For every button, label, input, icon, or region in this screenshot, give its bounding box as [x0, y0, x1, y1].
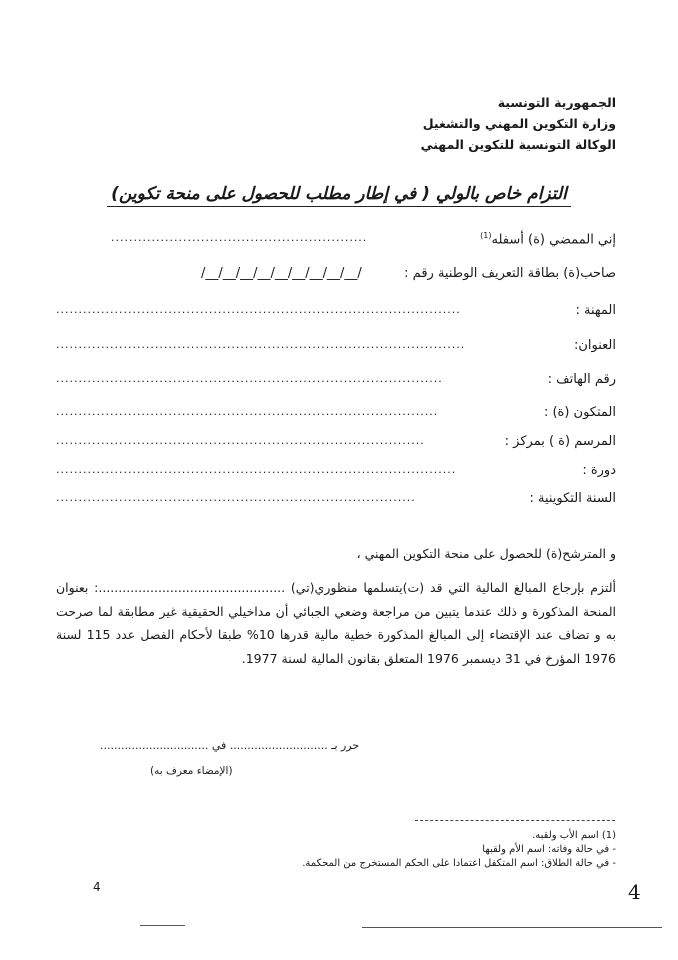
phone-field	[56, 372, 616, 392]
document-title: التزام خاص بالولي ( في إطار مطلب للحصول على منحة تكوين)	[0, 184, 678, 204]
header-agency: الوكالة التونسية للتكوين المهني	[420, 137, 616, 152]
handwritten-page-number: 4	[628, 880, 641, 904]
page-number: 4	[93, 880, 101, 894]
phone-label: رقم الهاتف :	[547, 372, 616, 387]
profession-dots: ..........................................................................................	[56, 303, 461, 316]
footnote-line-2: - في حالة وفاته: اسم الأم ولقبها	[482, 844, 616, 855]
phone-dots: ......................................................................................	[56, 372, 443, 385]
address-dots: ...........................................................................................	[56, 338, 466, 351]
center-dots: ..................................................................................	[56, 434, 425, 447]
footnote-divider	[415, 820, 615, 821]
center-field	[56, 434, 616, 454]
candidate-line: و المترشح(ة) للحصول على منحة التكوين المهني ،	[356, 546, 616, 561]
trainee-dots: .....................................................................................	[56, 405, 439, 418]
profession-field	[56, 303, 616, 323]
year-field	[56, 491, 616, 511]
footnote-line-1: (1) اسم الأب ولقبه.	[532, 830, 616, 841]
bottom-line-left	[140, 925, 185, 926]
year-dots: ................................................................................	[56, 491, 416, 504]
signer-field	[56, 231, 616, 251]
address-label: العنوان:	[573, 338, 616, 353]
signature-caption: (الإمضاء معرف به)	[150, 765, 233, 777]
trainee-field	[56, 405, 616, 425]
session-field	[56, 463, 616, 483]
session-label: دورة :	[582, 463, 616, 478]
bottom-line-right	[362, 927, 662, 928]
header-ministry: وزارة التكوين المهني والتشغيل	[422, 116, 616, 131]
session-dots: .........................................................................................	[56, 463, 457, 476]
id-card-label: صاحب(ة) بطاقة التعريف الوطنية رقم :	[404, 266, 616, 281]
header-republic: الجمهورية التونسية	[497, 95, 616, 110]
year-label: السنة التكوينية :	[529, 491, 616, 506]
signer-label: إني الممضي (ة) أسفله$^{(1)}$	[480, 231, 616, 248]
footnote-line-3: - في حالة الطلاق: اسم المتكفل اعتمادا على الحكم المستخرج من المحكمة.	[302, 858, 616, 869]
trainee-label: المتكون (ة) :	[543, 405, 616, 420]
id-card-boxes: /__/__/__/__/__/__/__/__/__/	[201, 266, 362, 281]
commitment-paragraph: ألتزم بإرجاع المبالغ المالية التي قد (ت)يتسلمها منظوري(تي) ...............................................: بعنوان المنحة المذكورة و ذلك عندما يتبين من مراجعة وضعي الجبائي أن مداخيلي الحقيقية غير مطابقة لما صرحت به و تضاف عند الإقتضاء إلى المبالغ المذكورة خطية مالية قدرها 10% طبقا لأحكام الفصل عدد 115 لسنة 1976 المؤرخ في 31 ديسمبر 1976 المتعلق بقانون المالية لسنة 1977.	[56, 580, 616, 666]
signer-dots: .........................................................	[111, 231, 368, 244]
center-label: المرسم (ة ) بمركز :	[504, 434, 616, 449]
document-header	[421, 92, 616, 155]
id-card-field	[56, 266, 616, 286]
signature-place-date: حرر بـ ............................ في ...............................	[100, 739, 360, 752]
address-field	[56, 338, 616, 358]
profession-label: المهنة :	[575, 303, 616, 318]
footnote	[302, 829, 616, 871]
